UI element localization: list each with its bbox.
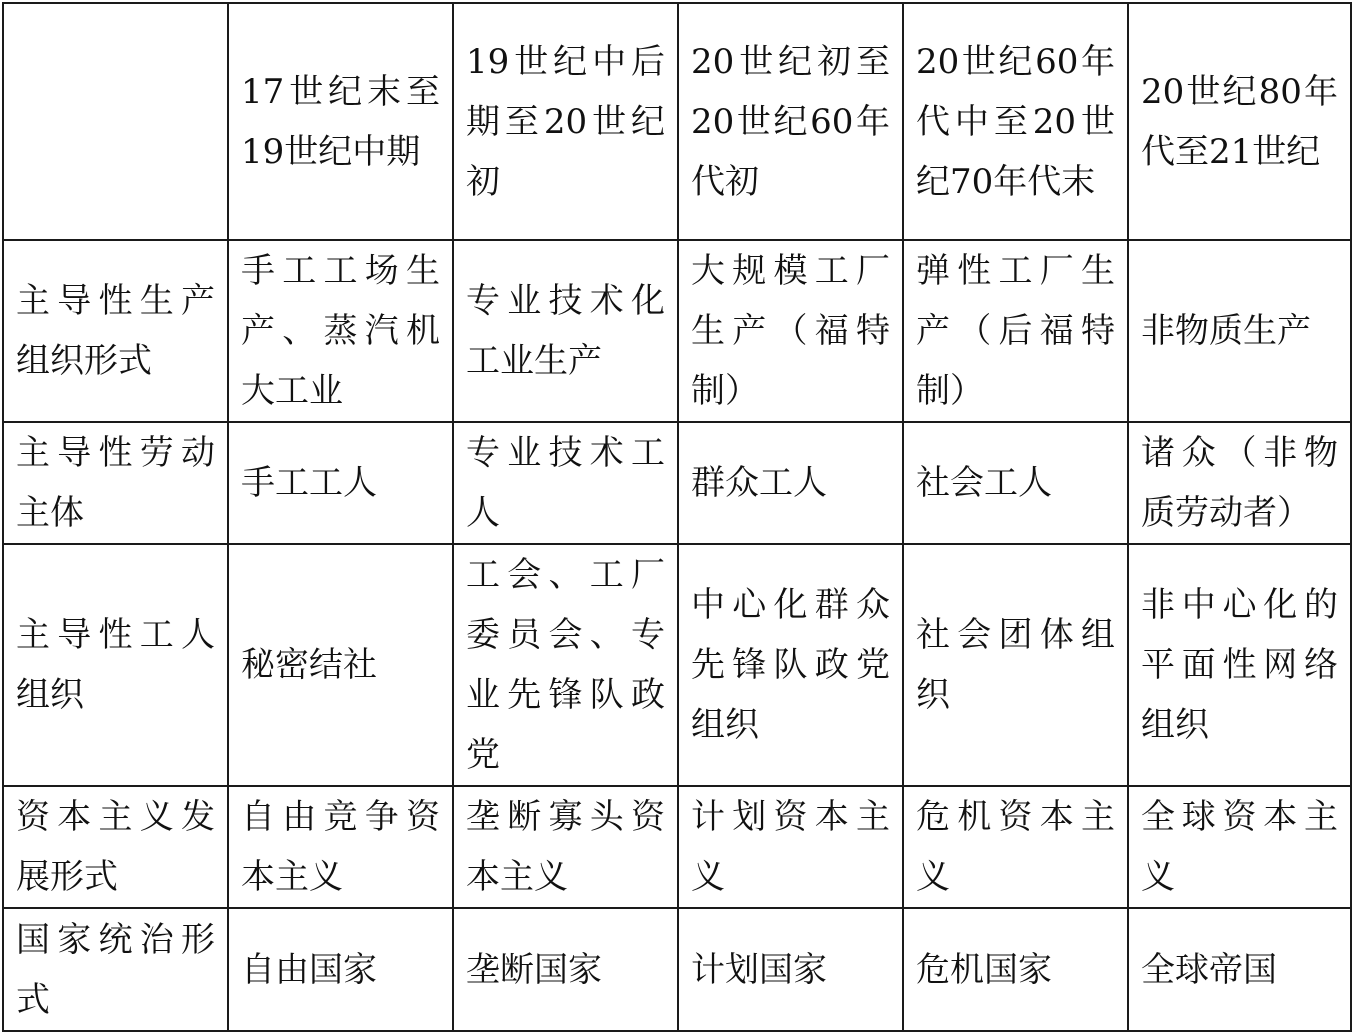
table-cell: 计划国家	[678, 908, 903, 1031]
table-cell: 群众工人	[678, 422, 903, 544]
table-cell: 自由国家	[228, 908, 453, 1031]
table-cell: 计划资本主义	[678, 786, 903, 908]
period-header-1: 17世纪末至19世纪中期	[228, 3, 453, 240]
table-cell: 社会工人	[903, 422, 1128, 544]
table-cell: 垄断国家	[453, 908, 678, 1031]
table-cell: 危机国家	[903, 908, 1128, 1031]
table-cell: 危机资本主义	[903, 786, 1128, 908]
table-row	[3, 908, 1351, 1031]
table-cell: 工会、工厂委员会、专业先锋队政党	[453, 544, 678, 786]
table-row	[3, 544, 1351, 786]
table-cell: 大规模工厂生产（福特制）	[678, 240, 903, 422]
table-cell: 专业技术工人	[453, 422, 678, 544]
table-cell: 社会团体组织	[903, 544, 1128, 786]
table-cell: 垄断寡头资本主义	[453, 786, 678, 908]
table-cell: 手工工人	[228, 422, 453, 544]
table-cell: 专业技术化工业生产	[453, 240, 678, 422]
period-header-3: 20世纪初至20世纪60年代初	[678, 3, 903, 240]
table-cell: 中心化群众先锋队政党组织	[678, 544, 903, 786]
comparison-table	[2, 2, 1352, 1032]
row-label-state-rule-form: 国家统治形式	[3, 908, 228, 1031]
header-row	[3, 3, 1351, 240]
row-label-labor-subject: 主导性劳动主体	[3, 422, 228, 544]
table-row	[3, 240, 1351, 422]
row-label-worker-organization: 主导性工人组织	[3, 544, 228, 786]
corner-cell	[3, 3, 228, 240]
table-cell: 手工工场生产、蒸汽机大工业	[228, 240, 453, 422]
table-cell: 全球资本主义	[1128, 786, 1351, 908]
row-label-capitalism-form: 资本主义发展形式	[3, 786, 228, 908]
row-label-production-form: 主导性生产组织形式	[3, 240, 228, 422]
table-cell: 弹性工厂生产（后福特制）	[903, 240, 1128, 422]
period-header-5: 20世纪80年代至21世纪	[1128, 3, 1351, 240]
table-cell: 秘密结社	[228, 544, 453, 786]
table-cell: 全球帝国	[1128, 908, 1351, 1031]
table-row	[3, 422, 1351, 544]
period-header-2: 19世纪中后期至20世纪初	[453, 3, 678, 240]
table-cell: 自由竞争资本主义	[228, 786, 453, 908]
period-header-4: 20世纪60年代中至20世纪70年代末	[903, 3, 1128, 240]
table-row	[3, 786, 1351, 908]
table-cell: 非中心化的平面性网络组织	[1128, 544, 1351, 786]
table-cell: 非物质生产	[1128, 240, 1351, 422]
table-cell: 诸众（非物质劳动者）	[1128, 422, 1351, 544]
